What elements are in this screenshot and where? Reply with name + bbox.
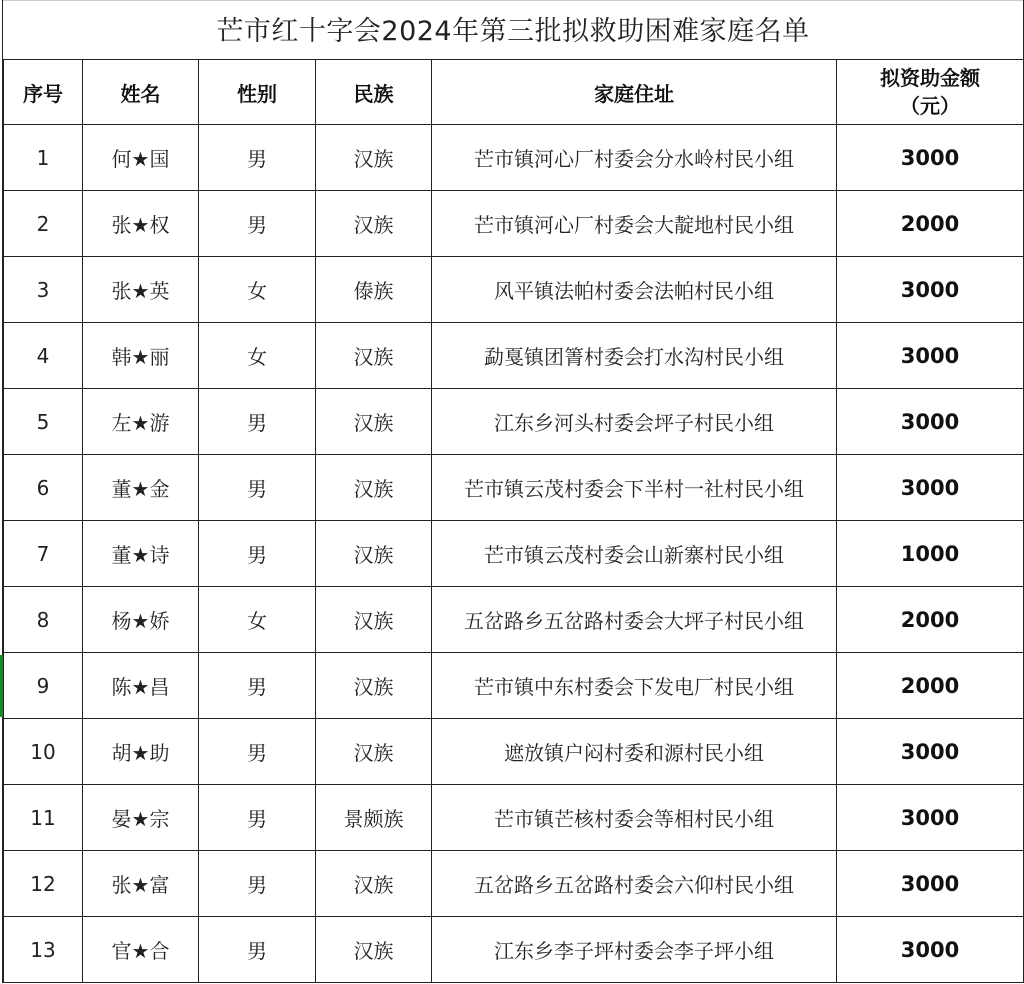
cell-ethnicity[interactable]: 汉族	[316, 653, 432, 719]
cell-name[interactable]: 董★诗	[83, 521, 199, 587]
cell-name[interactable]: 何★国	[83, 125, 199, 191]
cell-ethnicity[interactable]: 汉族	[316, 125, 432, 191]
cell-amount[interactable]: 3000	[837, 389, 1024, 455]
table-row	[4, 323, 1024, 389]
cell-amount[interactable]: 2000	[837, 653, 1024, 719]
table-row	[4, 653, 1024, 719]
header-address[interactable]: 家庭住址	[432, 60, 837, 125]
cell-amount[interactable]: 3000	[837, 719, 1024, 785]
cell-sex[interactable]: 男	[199, 851, 316, 917]
cell-amount[interactable]: 3000	[837, 455, 1024, 521]
cell-amount[interactable]: 3000	[837, 323, 1024, 389]
header-no[interactable]: 序号	[4, 60, 83, 125]
cell-no[interactable]: 12	[4, 851, 83, 917]
cell-ethnicity[interactable]: 汉族	[316, 191, 432, 257]
table-row	[4, 455, 1024, 521]
header-amount-line1: 拟资助金额	[880, 66, 980, 90]
cell-sex[interactable]: 女	[199, 587, 316, 653]
cell-sex[interactable]: 男	[199, 191, 316, 257]
cell-address[interactable]: 五岔路乡五岔路村委会六仰村民小组	[432, 851, 837, 917]
cell-amount[interactable]: 3000	[837, 785, 1024, 851]
cell-no[interactable]: 4	[4, 323, 83, 389]
table-row	[4, 851, 1024, 917]
cell-no[interactable]: 5	[4, 389, 83, 455]
cell-no[interactable]: 9	[4, 653, 83, 719]
cell-no[interactable]: 2	[4, 191, 83, 257]
cell-address[interactable]: 风平镇法帕村委会法帕村民小组	[432, 257, 837, 323]
row-selection-marker	[0, 655, 3, 717]
cell-ethnicity[interactable]: 汉族	[316, 719, 432, 785]
table-row	[4, 521, 1024, 587]
cell-ethnicity[interactable]: 傣族	[316, 257, 432, 323]
cell-sex[interactable]: 男	[199, 455, 316, 521]
cell-no[interactable]: 10	[4, 719, 83, 785]
cell-sex[interactable]: 男	[199, 917, 316, 983]
cell-address[interactable]: 芒市镇云茂村委会下半村一社村民小组	[432, 455, 837, 521]
cell-name[interactable]: 陈★昌	[83, 653, 199, 719]
page-title: 芒市红十字会2024年第三批拟救助困难家庭名单	[3, 0, 1023, 59]
cell-address[interactable]: 遮放镇户闷村委和源村民小组	[432, 719, 837, 785]
cell-sex[interactable]: 男	[199, 521, 316, 587]
cell-address[interactable]: 江东乡河头村委会坪子村民小组	[432, 389, 837, 455]
table-row	[4, 125, 1024, 191]
cell-name[interactable]: 左★游	[83, 389, 199, 455]
cell-no[interactable]: 11	[4, 785, 83, 851]
cell-address[interactable]: 芒市镇河心厂村委会分水岭村民小组	[432, 125, 837, 191]
cell-address[interactable]: 芒市镇河心厂村委会大靛地村民小组	[432, 191, 837, 257]
spreadsheet	[2, 0, 1024, 983]
cell-sex[interactable]: 女	[199, 257, 316, 323]
table-row	[4, 191, 1024, 257]
table-row	[4, 917, 1024, 983]
cell-name[interactable]: 韩★丽	[83, 323, 199, 389]
cell-name[interactable]: 胡★助	[83, 719, 199, 785]
table-row	[4, 389, 1024, 455]
cell-amount[interactable]: 3000	[837, 851, 1024, 917]
cell-no[interactable]: 7	[4, 521, 83, 587]
cell-ethnicity[interactable]: 汉族	[316, 851, 432, 917]
cell-name[interactable]: 董★金	[83, 455, 199, 521]
cell-name[interactable]: 张★权	[83, 191, 199, 257]
cell-amount[interactable]: 1000	[837, 521, 1024, 587]
table-row	[4, 785, 1024, 851]
table-row	[4, 719, 1024, 785]
cell-no[interactable]: 13	[4, 917, 83, 983]
cell-no[interactable]: 8	[4, 587, 83, 653]
cell-name[interactable]: 杨★娇	[83, 587, 199, 653]
recipient-table	[3, 59, 1024, 983]
cell-amount[interactable]: 3000	[837, 917, 1024, 983]
cell-address[interactable]: 江东乡李子坪村委会李子坪小组	[432, 917, 837, 983]
cell-sex[interactable]: 男	[199, 653, 316, 719]
header-ethnicity[interactable]: 民族	[316, 60, 432, 125]
cell-name[interactable]: 张★富	[83, 851, 199, 917]
cell-no[interactable]: 6	[4, 455, 83, 521]
cell-sex[interactable]: 男	[199, 785, 316, 851]
cell-amount[interactable]: 3000	[837, 125, 1024, 191]
table-row	[4, 257, 1024, 323]
cell-ethnicity[interactable]: 汉族	[316, 917, 432, 983]
cell-name[interactable]: 张★英	[83, 257, 199, 323]
cell-sex[interactable]: 男	[199, 125, 316, 191]
table-row	[4, 587, 1024, 653]
header-amount-line2: （元）	[900, 94, 960, 118]
cell-address[interactable]: 芒市镇云茂村委会山新寨村民小组	[432, 521, 837, 587]
table-header-row	[4, 60, 1024, 125]
cell-ethnicity[interactable]: 汉族	[316, 455, 432, 521]
cell-ethnicity[interactable]: 景颇族	[316, 785, 432, 851]
cell-sex[interactable]: 女	[199, 323, 316, 389]
cell-name[interactable]: 晏★宗	[83, 785, 199, 851]
cell-no[interactable]: 1	[4, 125, 83, 191]
cell-sex[interactable]: 男	[199, 389, 316, 455]
header-sex[interactable]: 性别	[199, 60, 316, 125]
cell-name[interactable]: 官★合	[83, 917, 199, 983]
cell-ethnicity[interactable]: 汉族	[316, 521, 432, 587]
cell-ethnicity[interactable]: 汉族	[316, 323, 432, 389]
cell-address[interactable]: 五岔路乡五岔路村委会大坪子村民小组	[432, 587, 837, 653]
cell-sex[interactable]: 男	[199, 719, 316, 785]
cell-ethnicity[interactable]: 汉族	[316, 587, 432, 653]
header-name[interactable]: 姓名	[83, 60, 199, 125]
cell-amount[interactable]: 2000	[837, 587, 1024, 653]
cell-no[interactable]: 3	[4, 257, 83, 323]
header-amount[interactable]	[837, 60, 1024, 125]
cell-amount[interactable]: 3000	[837, 257, 1024, 323]
cell-ethnicity[interactable]: 汉族	[316, 389, 432, 455]
cell-amount[interactable]: 2000	[837, 191, 1024, 257]
cell-address[interactable]: 勐戛镇团箐村委会打水沟村民小组	[432, 323, 837, 389]
cell-address[interactable]: 芒市镇芒核村委会等相村民小组	[432, 785, 837, 851]
cell-address[interactable]: 芒市镇中东村委会下发电厂村民小组	[432, 653, 837, 719]
